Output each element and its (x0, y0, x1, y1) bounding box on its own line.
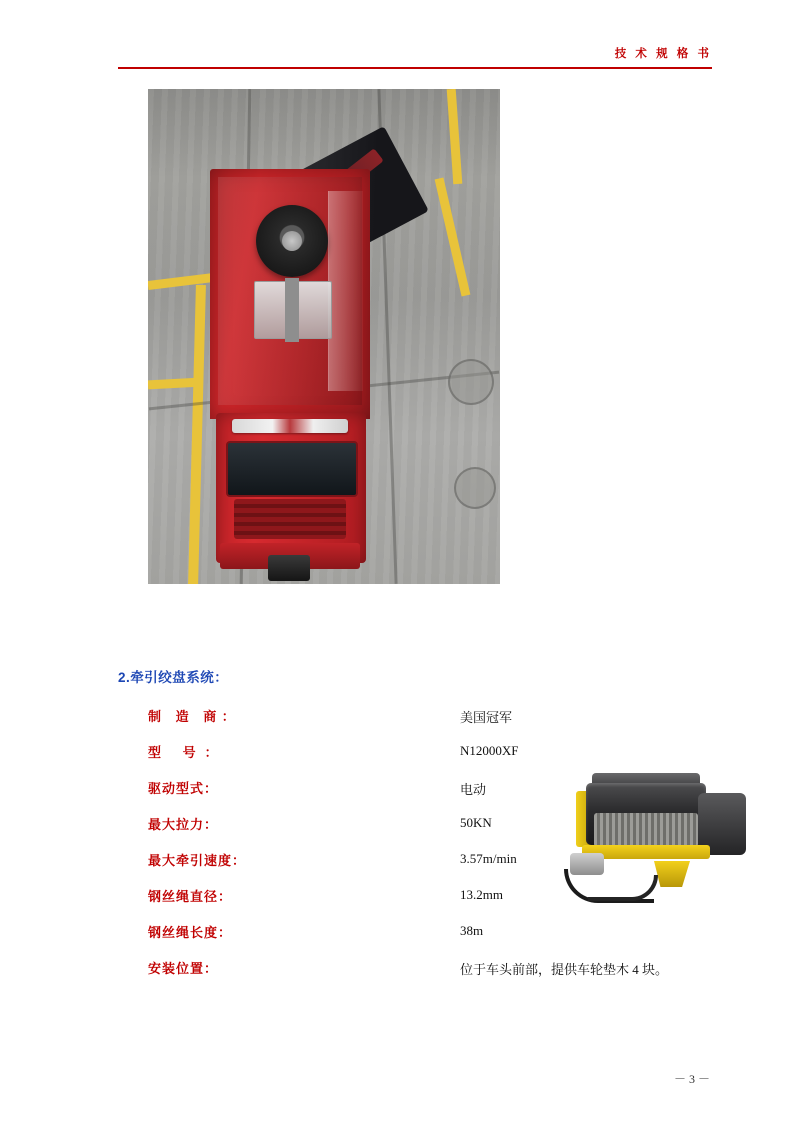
spec-label: 制 造 商： (148, 709, 241, 724)
spec-value: N12000XF (460, 743, 519, 758)
document-header-title: 技 术 规 格 书 (614, 48, 712, 60)
winch-product-photo (558, 757, 754, 907)
spec-value: 38m (460, 923, 484, 938)
truck-photo (148, 89, 500, 584)
spec-row (148, 918, 748, 954)
side-equipment-locker (328, 191, 363, 391)
spec-label: 型 号： (148, 745, 227, 760)
spec-value: 电动 (460, 782, 487, 797)
spec-label: 最大拉力： (148, 817, 219, 832)
spec-label: 驱动型式： (148, 781, 219, 796)
page-number: － 3 － (673, 1072, 710, 1086)
fire-truck-illustration (210, 169, 370, 579)
equipment-rack (254, 281, 332, 339)
section-heading: 2.牵引绞盘系统： (118, 670, 229, 685)
spec-label: 钢丝绳长度： (148, 925, 233, 940)
spare-tire (256, 205, 328, 277)
spec-label: 安装位置： (148, 961, 219, 976)
floor-manhole (448, 359, 494, 405)
front-grille (234, 499, 346, 539)
floor-manhole (454, 467, 496, 509)
winch-steel-cable (594, 813, 698, 847)
spec-row (148, 702, 748, 738)
roof-light-bar (232, 419, 348, 433)
spec-value: 3.57m/min (460, 851, 517, 866)
spec-value: 50KN (460, 815, 492, 830)
spec-row (148, 954, 748, 990)
spec-value: 美国冠军 (460, 710, 513, 725)
spec-label: 钢丝绳直径： (148, 889, 233, 904)
windshield (226, 441, 358, 497)
spec-label: 最大牵引速度： (148, 853, 247, 868)
spec-value: 位于车头前部，提供车轮垫木 4 块。 (460, 962, 669, 977)
winch-hook (654, 861, 690, 887)
front-winch (268, 555, 310, 581)
header-divider-rule (118, 67, 712, 69)
spec-value: 13.2mm (460, 887, 503, 902)
